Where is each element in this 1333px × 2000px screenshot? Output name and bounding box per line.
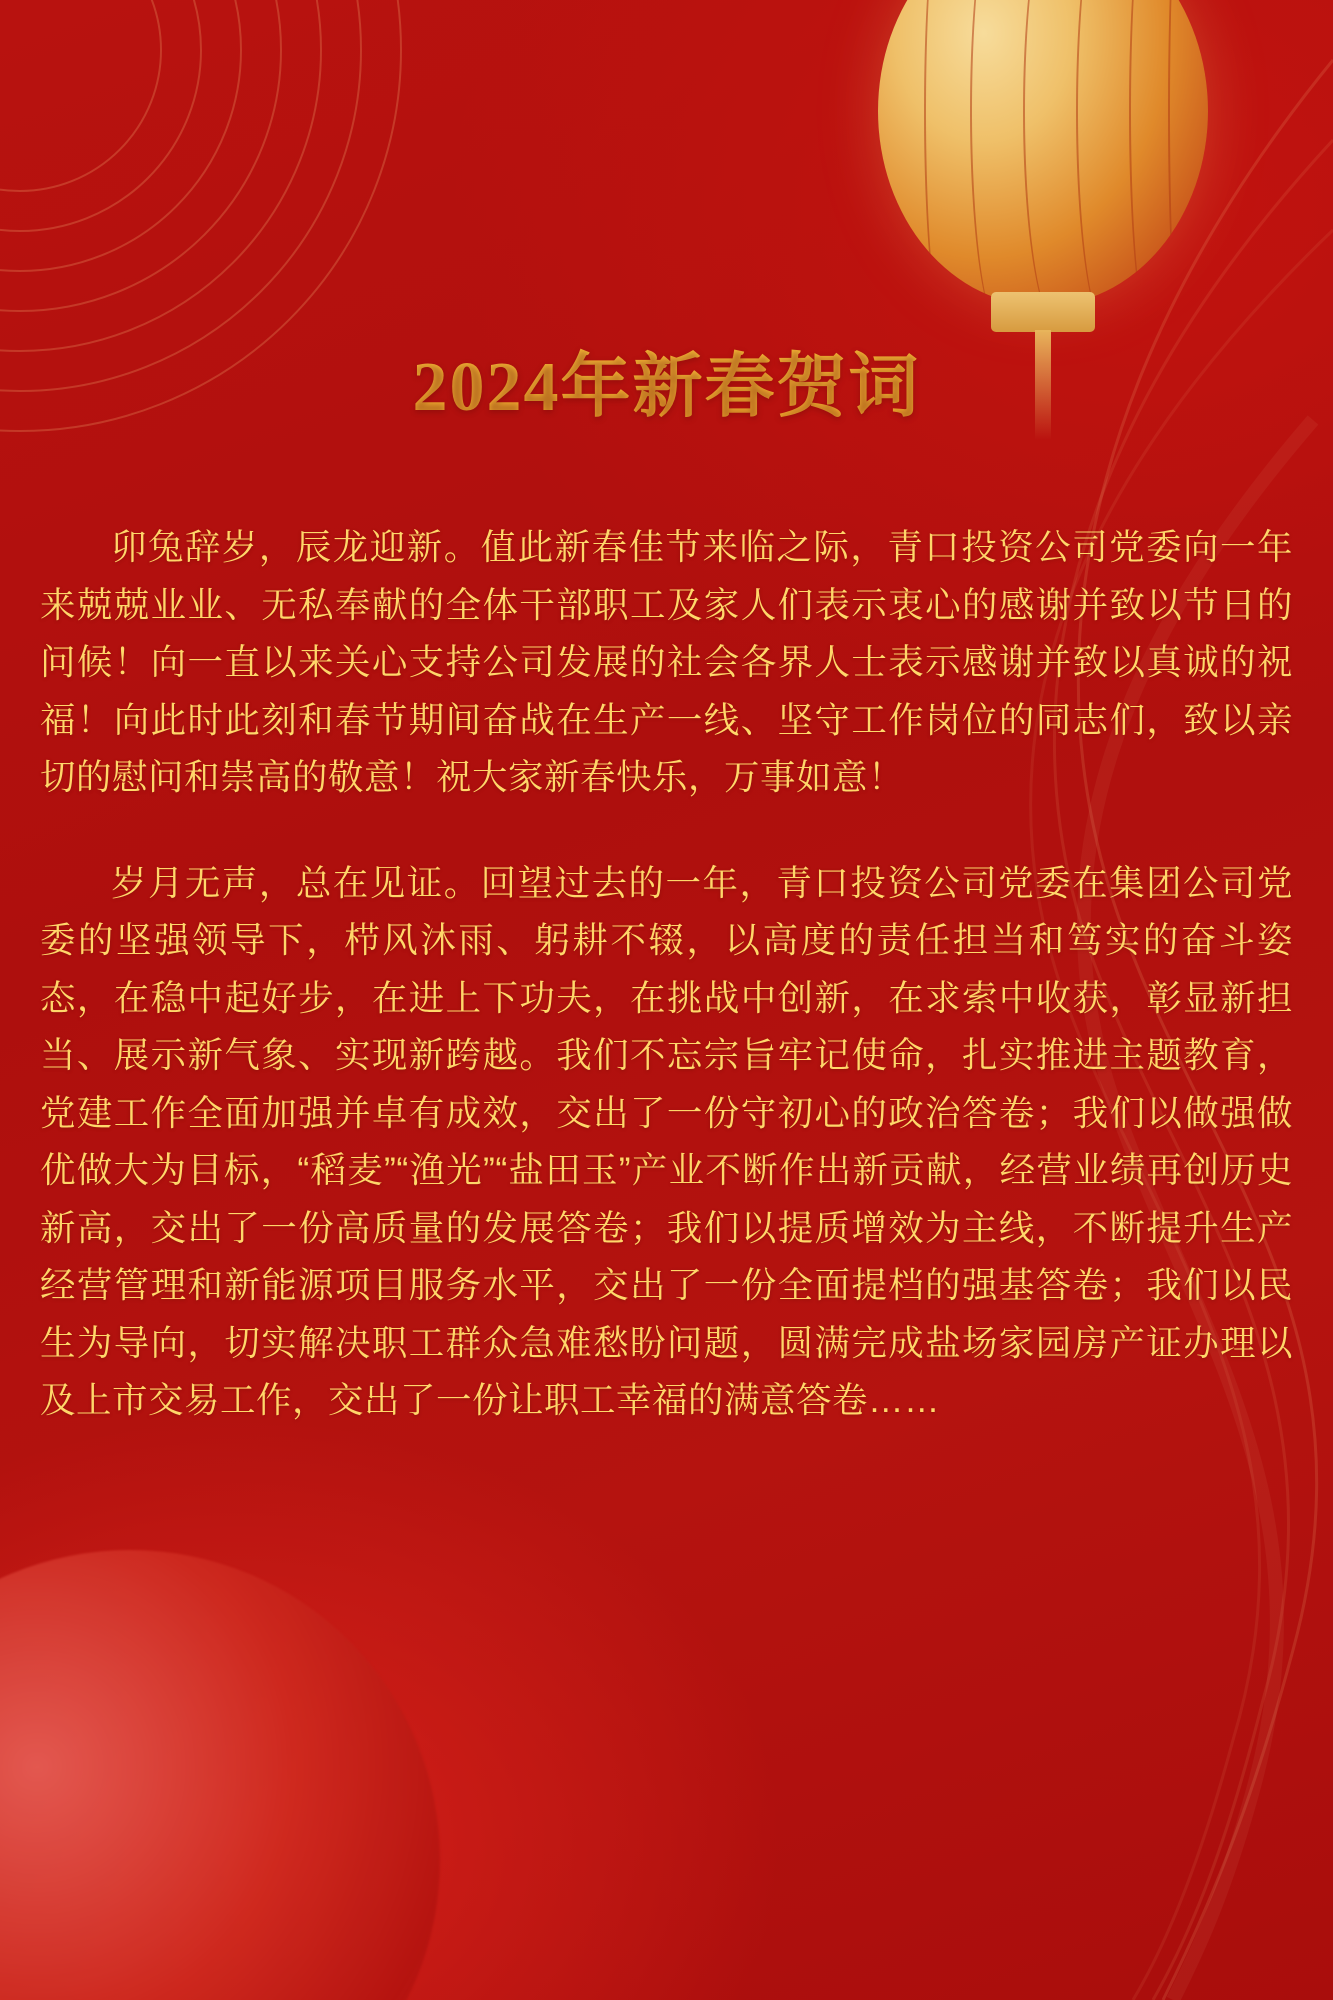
greeting-body [40, 431, 1293, 1430]
page-title: 2024年新春贺词 [40, 0, 1293, 431]
glow-circle-decoration [0, 1550, 440, 2000]
paragraph-2: 岁月无声，总在见证。回望过去的一年，青口投资公司党委在集团公司党委的坚强领导下，栉风沐雨、躬耕不辍，以高度的责任担当和笃实的奋斗姿态，在稳中起好步，在进上下功夫，在挑战中创新，在求索中收获，彰显新担当、展示新气象、实现新跨越。我们不忘宗旨牢记使命，扎实推进主题教育，党建工作全面加强并卓有成效，交出了一份守初心的政治答卷；我们以做强做优做大为目标，“稻麦”“渔光”“盐田玉”产业不断作出新贡献，经营业绩再创历史新高，交出了一份高质量的发展答卷；我们以提质增效为主线，不断提升生产经营管理和新能源项目服务水平，交出了一份全面提档的强基答卷；我们以民生为导向，切实解决职工群众急难愁盼问题，圆满完成盐场家园房产证办理以及上市交易工作，交出了一份让职工幸福的满意答卷…… [40, 862, 1293, 1420]
paragraph-1: 卯兔辞岁，辰龙迎新。值此新春佳节来临之际，青口投资公司党委向一年来兢兢业业、无私奉献的全体干部职工及家人们表示衷心的感谢并致以节日的问候！向一直以来关心支持公司发展的社会各界人士表示感谢并致以真诚的祝福！向此时此刻和春节期间奋战在生产一线、坚守工作岗位的同志们，致以亲切的慰问和崇高的敬意！祝大家新春快乐，万事如意！ [40, 527, 1293, 797]
